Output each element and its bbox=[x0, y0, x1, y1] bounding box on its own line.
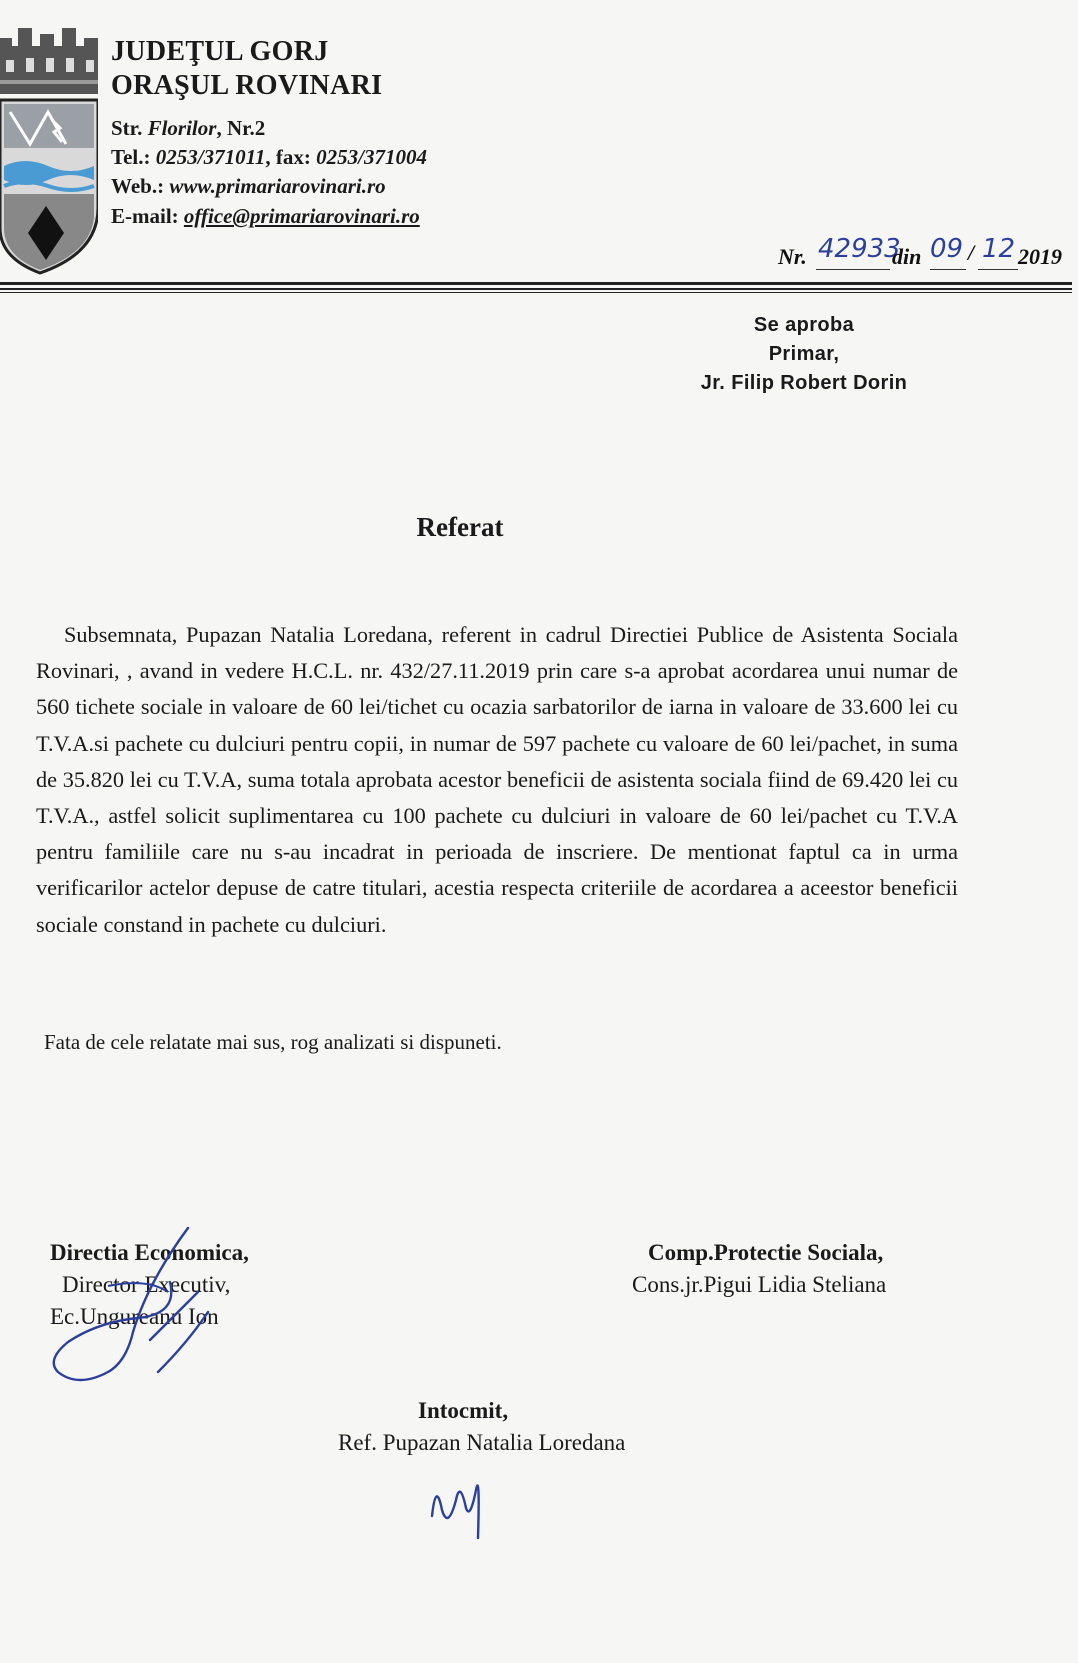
month-fill-line bbox=[978, 269, 1018, 270]
din-label: din bbox=[892, 244, 922, 269]
email-line bbox=[111, 204, 420, 229]
email-label: E-mail: bbox=[111, 204, 179, 228]
email-link[interactable]: office@primariarovinari.ro bbox=[183, 204, 420, 228]
month-handwritten: 12 bbox=[982, 234, 1016, 264]
header-divider-thin-2 bbox=[0, 292, 1072, 293]
approval-line-2: Primar, bbox=[768, 343, 840, 365]
town-name: ORAŞUL ROVINARI bbox=[111, 70, 383, 101]
fax-value: 0253/371004 bbox=[316, 145, 428, 169]
nr-fill-line bbox=[816, 269, 890, 270]
street-number: , Nr.2 bbox=[216, 116, 266, 140]
document-title: Referat bbox=[416, 512, 504, 542]
day-handwritten: 09 bbox=[930, 234, 964, 264]
fax-label: , fax: bbox=[265, 145, 311, 169]
sig-left-dept: Directia Economica, bbox=[50, 1240, 249, 1265]
sig-left-role: Director Executiv, bbox=[62, 1272, 231, 1297]
header-divider-thick bbox=[0, 282, 1072, 285]
street-label: Str. bbox=[111, 116, 143, 140]
approval-line-1: Se aproba bbox=[753, 314, 855, 336]
county-name: JUDEŢUL GORJ bbox=[111, 36, 329, 67]
closing-sentence: Fata de cele relatate mai sus, rog analizati si dispuneti. bbox=[44, 1030, 502, 1054]
nr-label: Nr. bbox=[778, 244, 807, 269]
sig-bottom-name: Ref. Pupazan Natalia Loredana bbox=[338, 1430, 626, 1455]
date-separator: / bbox=[968, 240, 975, 265]
address-line bbox=[111, 116, 265, 141]
year: 2019 bbox=[1018, 244, 1062, 269]
street-name: Florilor bbox=[147, 116, 217, 140]
approval-line-3: Jr. Filip Robert Dorin bbox=[700, 372, 908, 394]
signature-scribble-left bbox=[38, 1222, 231, 1392]
web-line bbox=[111, 174, 386, 199]
phone-fax-line bbox=[111, 145, 427, 170]
registration-number-line bbox=[778, 234, 1070, 274]
sig-right-dept: Comp.Protectie Sociala, bbox=[648, 1240, 884, 1265]
sig-bottom-label: Intocmit, bbox=[418, 1398, 509, 1423]
sig-right-name: Cons.jr.Pigui Lidia Steliana bbox=[632, 1272, 887, 1297]
day-fill-line bbox=[930, 269, 966, 270]
coat-of-arms-emblem bbox=[0, 28, 98, 283]
body-paragraph: Subsemnata, Pupazan Natalia Loredana, referent in cadrul Directiei Publice de Asistenta Sociala Rovinari, , avand in vedere H.C.L. nr. 432/27.11.2019 prin care s-a aprobat acordarea unui numar de 560 tichete sociale in valoare de 60 lei/tichet cu ocazia sarbatorilor de iarna in valoare de 33.600 lei cu T.V.A.si pachete cu dulciuri pentru copii, in numar de 597 pachete cu valoare de 60 lei/pachet, in suma de 35.820 lei cu T.V.A, suma totala aprobata acestor beneficii de asistenta sociala fiind de 69.420 lei cu T.V.A., astfel solicit suplimentarea cu 100 pachete cu dulciuri in valoare de 60 lei/pachet cu T.V.A pentru familiile care nu s-au incadrat in perioada de inscriere. De mentionat faptul ca in urma verificarilor actelor depuse de catre titulari, acestia respecta criteriile de acordarea a aceestor beneficii sociale constand in pachete cu dulciuri. bbox=[36, 622, 958, 937]
tel-label: Tel.: bbox=[111, 145, 151, 169]
header-divider-thin bbox=[0, 288, 1072, 290]
nr-handwritten: 42933 bbox=[818, 234, 901, 264]
tel-value: 0253/371011 bbox=[155, 145, 266, 169]
sig-left-name: Ec.Ungureanu Ion bbox=[50, 1304, 219, 1329]
web-link[interactable]: www.primariarovinari.ro bbox=[169, 174, 386, 198]
web-label: Web.: bbox=[111, 174, 165, 198]
signature-scribble-bottom bbox=[426, 1460, 496, 1540]
